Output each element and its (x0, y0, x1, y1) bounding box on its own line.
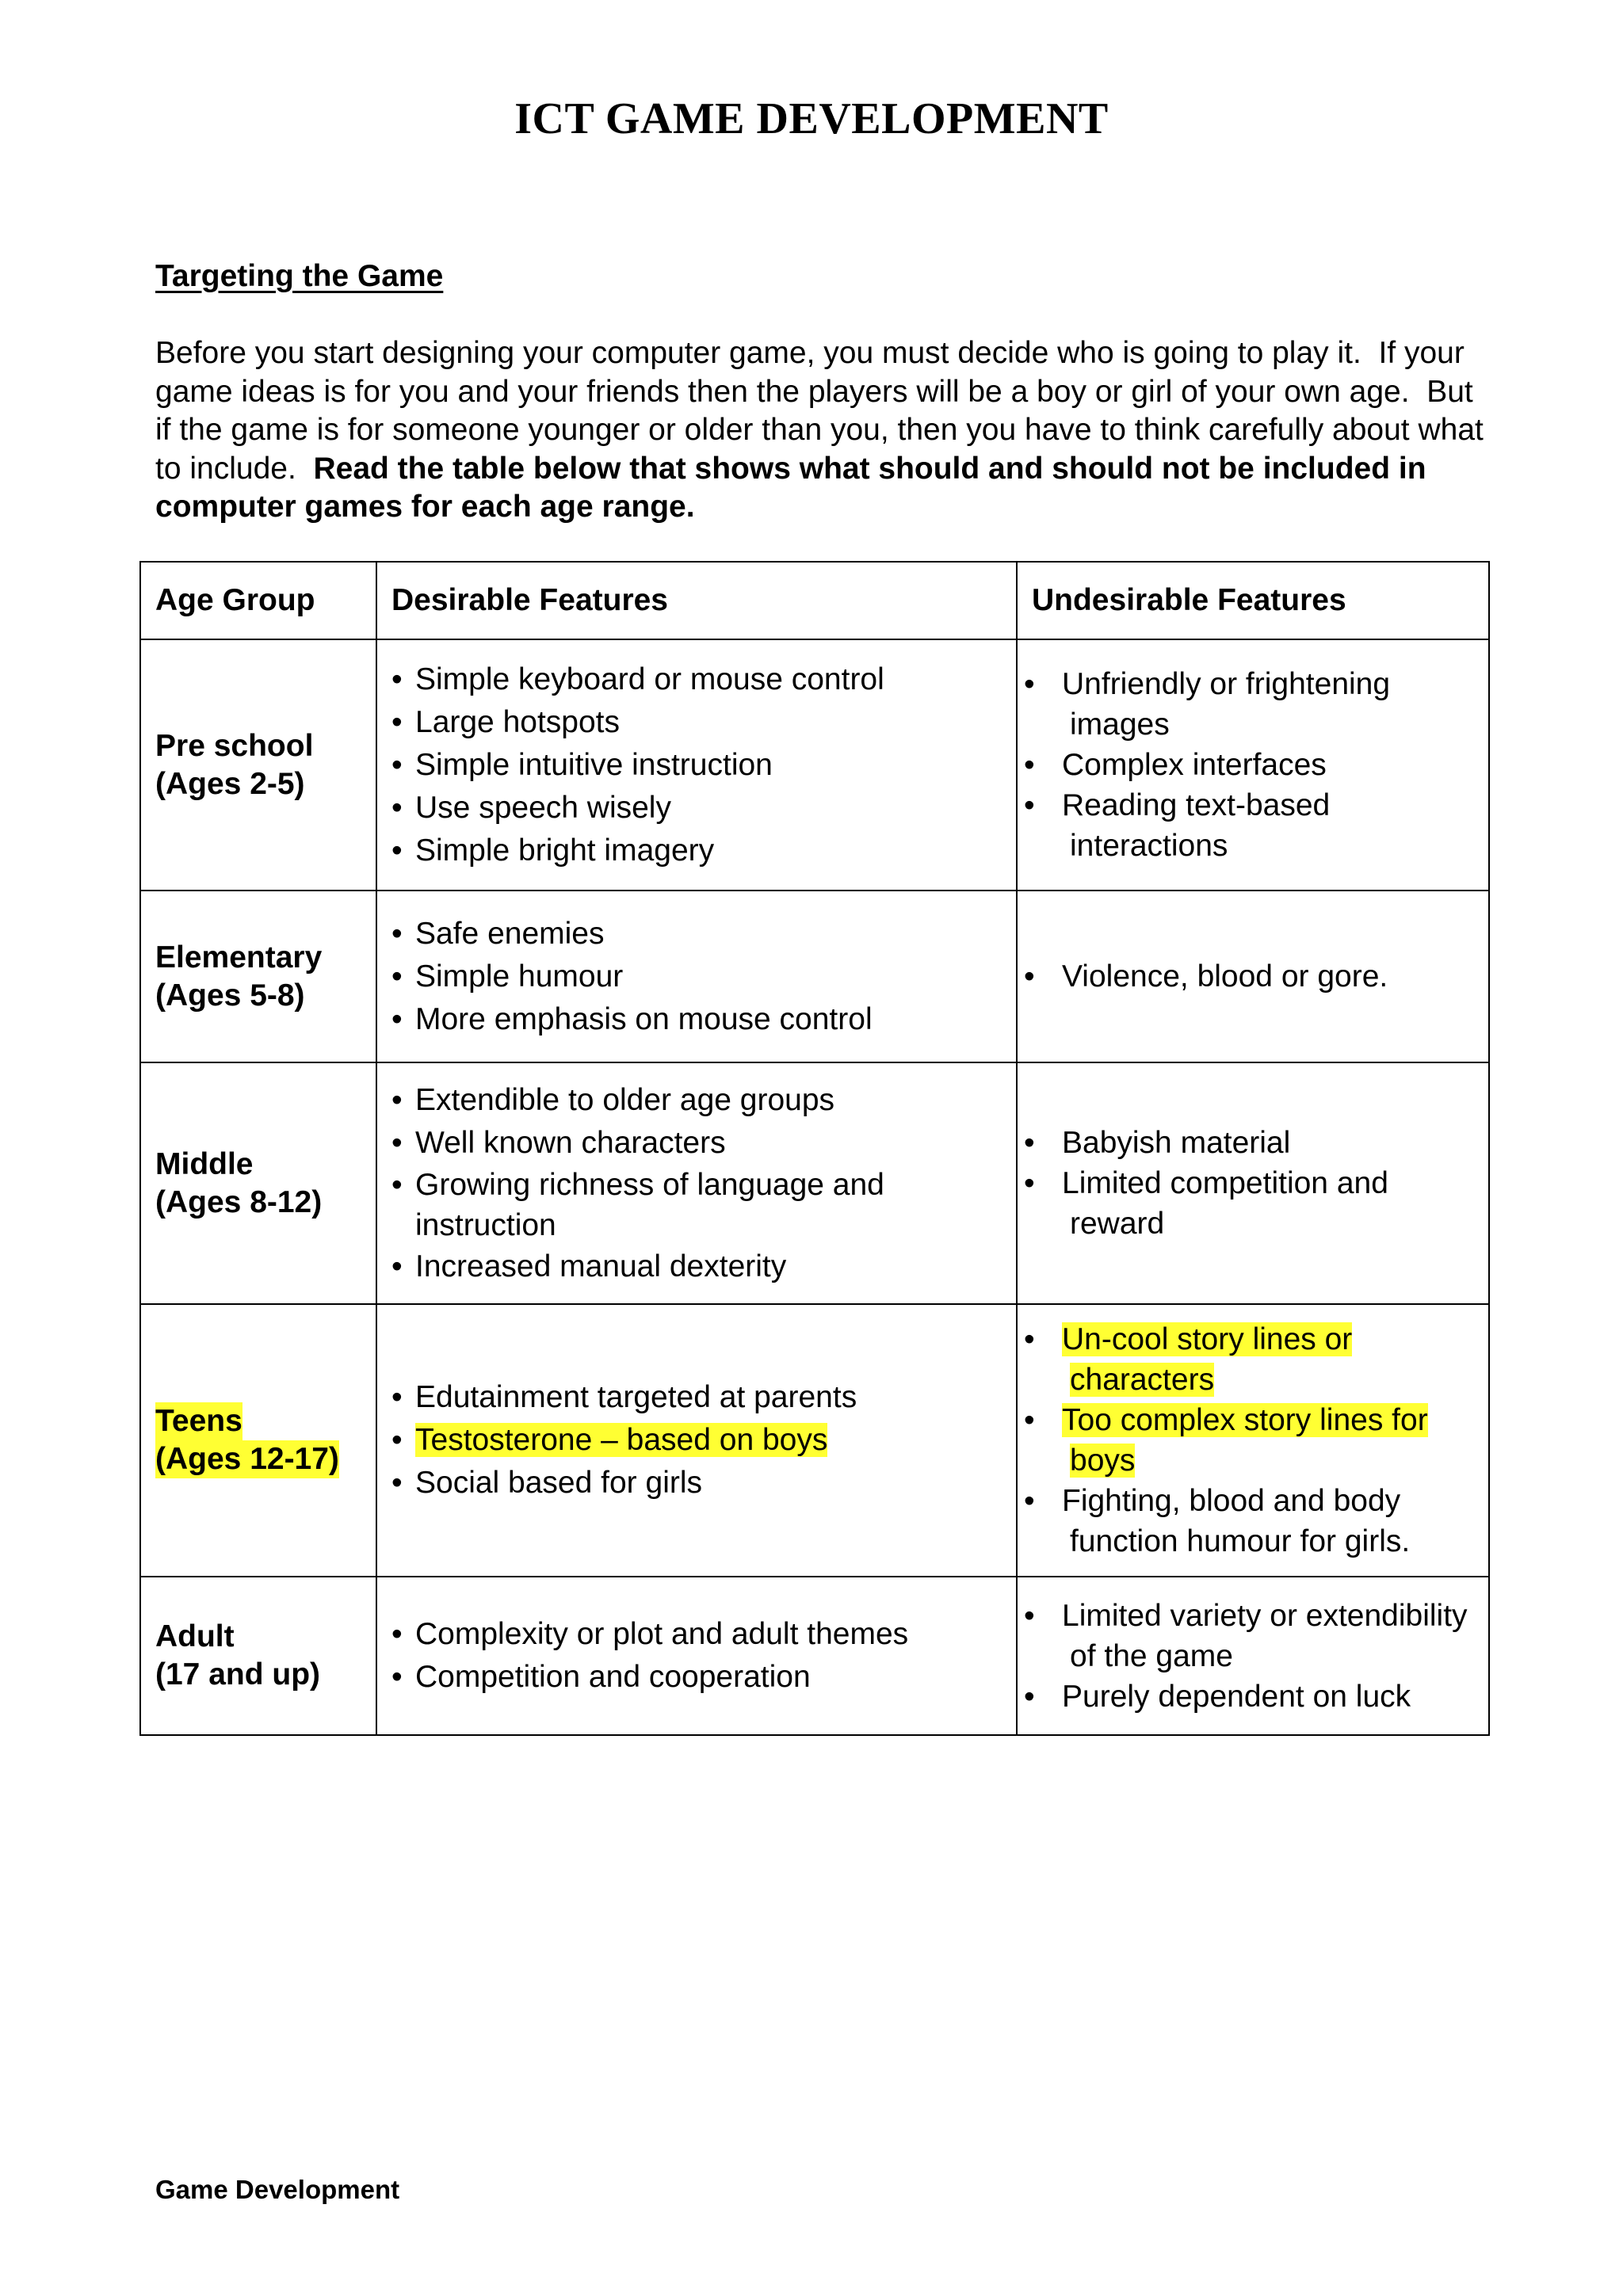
age-group-name: Teens (155, 1402, 242, 1440)
age-features-table (139, 561, 1490, 1736)
age-group-name: Elementary (155, 940, 323, 974)
table-row (140, 639, 1489, 891)
age-group-cell (140, 1062, 376, 1304)
desirable-cell (376, 1577, 1017, 1735)
undesirable-cell (1017, 1304, 1489, 1577)
list-item: • Simple bright imagery (391, 830, 1002, 872)
intro-bold-text: Read the table below that shows what should and should not be included in computer games for each age range. (155, 451, 1426, 524)
desirable-cell (376, 891, 1017, 1062)
table-row (140, 1062, 1489, 1304)
list-item: • Safe enemies (391, 913, 1002, 955)
age-group-cell (140, 1304, 376, 1577)
list-item: • Extendible to older age groups (391, 1079, 1002, 1122)
desirable-cell (376, 1062, 1017, 1304)
list-item: • Limited competition and reward (1032, 1163, 1474, 1244)
list-item: • Competition and cooperation (391, 1656, 1002, 1699)
table-row (140, 1304, 1489, 1577)
list-item: • Well known characters (391, 1122, 1002, 1165)
list-item: • Complex interfaces (1032, 745, 1474, 785)
list-item: • Social based for girls (391, 1462, 1002, 1505)
desirable-cell (376, 639, 1017, 891)
list-item: • Simple keyboard or mouse control (391, 658, 1002, 701)
table-header-row (140, 562, 1489, 639)
intro-paragraph (155, 334, 1495, 527)
list-item: • Reading text-based interactions (1032, 785, 1474, 866)
age-group-name: Pre school (155, 728, 314, 763)
age-group-range: (Ages 8-12) (155, 1184, 323, 1219)
list-item: • Growing richness of language and instruction (391, 1165, 1002, 1245)
undesirable-cell (1017, 1577, 1489, 1735)
list-item: • Increased manual dexterity (391, 1245, 1002, 1288)
undesirable-cell (1017, 891, 1489, 1062)
section-heading: Targeting the Game (155, 259, 444, 293)
undesirable-cell (1017, 1062, 1489, 1304)
page-footer: Game Development (155, 2175, 400, 2204)
age-group-range: (Ages 5-8) (155, 978, 305, 1013)
list-item: • Use speech wisely (391, 787, 1002, 830)
header-age-group: Age Group (140, 562, 376, 639)
age-group-name: Adult (155, 1619, 235, 1653)
page-title: ICT GAME DEVELOPMENT (514, 94, 1109, 143)
table-row (140, 1577, 1489, 1735)
list-item: • Un-cool story lines or characters (1032, 1319, 1474, 1400)
list-item: • More emphasis on mouse control (391, 998, 1002, 1041)
list-item: • Babyish material (1032, 1123, 1474, 1163)
list-item: • Simple intuitive instruction (391, 744, 1002, 787)
list-item: • Complexity or plot and adult themes (391, 1613, 1002, 1656)
age-group-cell (140, 1577, 376, 1735)
header-desirable: Desirable Features (376, 562, 1017, 639)
age-group-range: (17 and up) (155, 1657, 321, 1691)
desirable-cell (376, 1304, 1017, 1577)
list-item: • Violence, blood or gore. (1032, 956, 1474, 997)
list-item: • Unfriendly or frightening images (1032, 664, 1474, 745)
age-group-name: Middle (155, 1146, 254, 1181)
header-undesirable: Undesirable Features (1017, 562, 1489, 639)
list-item: • Large hotspots (391, 701, 1002, 744)
list-item: • Too complex story lines for boys (1032, 1400, 1474, 1481)
list-item: • Testosterone – based on boys (391, 1419, 1002, 1462)
list-item: • Simple humour (391, 955, 1002, 998)
age-group-range: (Ages 2-5) (155, 766, 305, 801)
age-group-cell (140, 891, 376, 1062)
undesirable-cell (1017, 639, 1489, 891)
list-item: • Edutainment targeted at parents (391, 1376, 1002, 1419)
table-row (140, 891, 1489, 1062)
age-group-cell (140, 639, 376, 891)
list-item: • Purely dependent on luck (1032, 1676, 1474, 1717)
intro-text: Before you start designing your computer game, you must decide who is going to play it. If your game ideas is for you and your friends then the players will be a boy or girl of your own age. But if the game is for someone younger or older than you, then you have to think carefully about what to include. (155, 336, 1492, 486)
list-item: • Fighting, blood and body function humour for girls. (1032, 1481, 1474, 1562)
age-group-range: (Ages 12-17) (155, 1440, 339, 1478)
list-item: • Limited variety or extendibility of the game (1032, 1596, 1474, 1676)
